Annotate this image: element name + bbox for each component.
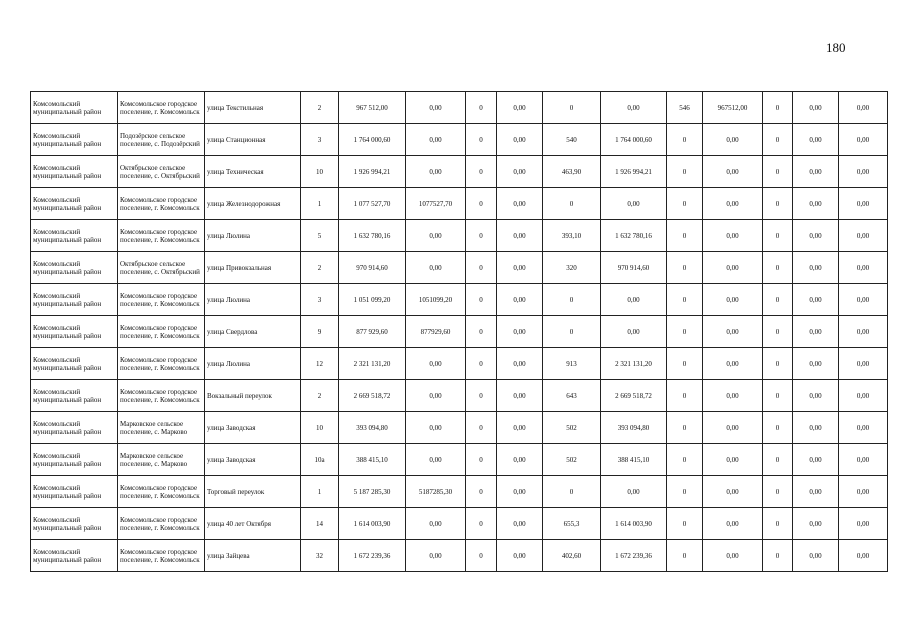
cell-district: Комсомольский муниципальный район bbox=[31, 444, 118, 476]
cell-district: Комсомольский муниципальный район bbox=[31, 540, 118, 572]
cell-col-14: 0,00 bbox=[793, 316, 839, 348]
cell-house-number: 3 bbox=[301, 284, 339, 316]
cell-col-15: 0,00 bbox=[839, 348, 888, 380]
cell-col-6: 0,00 bbox=[406, 220, 466, 252]
cell-col-15: 0,00 bbox=[839, 444, 888, 476]
cell-col-7: 0 bbox=[466, 188, 497, 220]
table-row bbox=[31, 316, 888, 348]
cell-street: улица Станционная bbox=[205, 124, 301, 156]
cell-col-11: 0 bbox=[667, 540, 703, 572]
cell-col-11: 0 bbox=[667, 156, 703, 188]
cell-col-11: 0 bbox=[667, 220, 703, 252]
cell-col-13: 0 bbox=[763, 284, 793, 316]
cell-col-8: 0,00 bbox=[497, 412, 543, 444]
cell-col-13: 0 bbox=[763, 252, 793, 284]
cell-district: Комсомольский муниципальный район bbox=[31, 220, 118, 252]
cell-col-8: 0,00 bbox=[497, 220, 543, 252]
cell-col-9: 393,10 bbox=[543, 220, 601, 252]
cell-house-number: 3 bbox=[301, 124, 339, 156]
cell-total-cost: 1 764 000,60 bbox=[339, 124, 406, 156]
cell-settlement: Комсомольское городское поселение, г. Комсомольск bbox=[118, 316, 205, 348]
cell-col-8: 0,00 bbox=[497, 348, 543, 380]
table-row bbox=[31, 156, 888, 188]
cell-col-14: 0,00 bbox=[793, 220, 839, 252]
cell-col-11: 0 bbox=[667, 252, 703, 284]
cell-settlement: Октябрьское сельское поселение, с. Октябрьский bbox=[118, 252, 205, 284]
cell-col-9: 655,3 bbox=[543, 508, 601, 540]
cell-total-cost: 1 632 780,16 bbox=[339, 220, 406, 252]
cell-col-13: 0 bbox=[763, 412, 793, 444]
cell-col-12: 0,00 bbox=[703, 508, 763, 540]
cell-total-cost: 393 094,80 bbox=[339, 412, 406, 444]
table-row bbox=[31, 412, 888, 444]
cell-col-8: 0,00 bbox=[497, 316, 543, 348]
cell-col-10: 2 669 518,72 bbox=[601, 380, 667, 412]
cell-street: улица Железнодорожная bbox=[205, 188, 301, 220]
cell-col-7: 0 bbox=[466, 316, 497, 348]
cell-street: улица Техническая bbox=[205, 156, 301, 188]
cell-house-number: 10 bbox=[301, 156, 339, 188]
cell-district: Комсомольский муниципальный район bbox=[31, 156, 118, 188]
cell-total-cost: 1 672 239,36 bbox=[339, 540, 406, 572]
cell-district: Комсомольский муниципальный район bbox=[31, 380, 118, 412]
registry-table bbox=[30, 91, 888, 572]
cell-total-cost: 970 914,60 bbox=[339, 252, 406, 284]
cell-col-10: 1 672 239,36 bbox=[601, 540, 667, 572]
cell-col-7: 0 bbox=[466, 412, 497, 444]
cell-col-15: 0,00 bbox=[839, 188, 888, 220]
cell-total-cost: 967 512,00 bbox=[339, 92, 406, 124]
cell-settlement: Комсомольское городское поселение, г. Комсомольск bbox=[118, 540, 205, 572]
cell-col-11: 546 bbox=[667, 92, 703, 124]
cell-street: Вокзальный переулок bbox=[205, 380, 301, 412]
cell-settlement: Комсомольское городское поселение, г. Комсомольск bbox=[118, 284, 205, 316]
table-row bbox=[31, 92, 888, 124]
cell-col-6: 0,00 bbox=[406, 92, 466, 124]
cell-col-8: 0,00 bbox=[497, 444, 543, 476]
cell-col-11: 0 bbox=[667, 476, 703, 508]
cell-col-9: 402,60 bbox=[543, 540, 601, 572]
cell-col-15: 0,00 bbox=[839, 412, 888, 444]
cell-col-10: 2 321 131,20 bbox=[601, 348, 667, 380]
cell-col-7: 0 bbox=[466, 124, 497, 156]
cell-col-13: 0 bbox=[763, 380, 793, 412]
cell-total-cost: 877 929,60 bbox=[339, 316, 406, 348]
cell-district: Комсомольский муниципальный район bbox=[31, 412, 118, 444]
cell-col-9: 502 bbox=[543, 444, 601, 476]
cell-settlement: Комсомольское городское поселение, г. Комсомольск bbox=[118, 348, 205, 380]
cell-col-12: 0,00 bbox=[703, 412, 763, 444]
cell-col-9: 643 bbox=[543, 380, 601, 412]
cell-col-9: 320 bbox=[543, 252, 601, 284]
table-row bbox=[31, 220, 888, 252]
cell-col-7: 0 bbox=[466, 444, 497, 476]
cell-district: Комсомольский муниципальный район bbox=[31, 124, 118, 156]
table-row bbox=[31, 252, 888, 284]
cell-col-14: 0,00 bbox=[793, 412, 839, 444]
cell-settlement: Комсомольское городское поселение, г. Комсомольск bbox=[118, 476, 205, 508]
cell-col-13: 0 bbox=[763, 444, 793, 476]
cell-col-7: 0 bbox=[466, 380, 497, 412]
cell-col-8: 0,00 bbox=[497, 156, 543, 188]
cell-col-9: 0 bbox=[543, 316, 601, 348]
cell-col-11: 0 bbox=[667, 508, 703, 540]
cell-col-15: 0,00 bbox=[839, 252, 888, 284]
cell-col-14: 0,00 bbox=[793, 92, 839, 124]
cell-col-11: 0 bbox=[667, 380, 703, 412]
cell-total-cost: 5 187 285,30 bbox=[339, 476, 406, 508]
cell-col-7: 0 bbox=[466, 220, 497, 252]
cell-col-7: 0 bbox=[466, 476, 497, 508]
cell-col-10: 0,00 bbox=[601, 92, 667, 124]
cell-district: Комсомольский муниципальный район bbox=[31, 188, 118, 220]
cell-house-number: 10а bbox=[301, 444, 339, 476]
cell-col-9: 913 bbox=[543, 348, 601, 380]
cell-col-13: 0 bbox=[763, 188, 793, 220]
cell-house-number: 10 bbox=[301, 412, 339, 444]
cell-col-14: 0,00 bbox=[793, 380, 839, 412]
cell-col-13: 0 bbox=[763, 348, 793, 380]
cell-col-8: 0,00 bbox=[497, 252, 543, 284]
cell-settlement: Комсомольское городское поселение, г. Комсомольск bbox=[118, 380, 205, 412]
cell-street: улица Текстильная bbox=[205, 92, 301, 124]
cell-col-7: 0 bbox=[466, 92, 497, 124]
cell-col-8: 0,00 bbox=[497, 476, 543, 508]
cell-total-cost: 388 415,10 bbox=[339, 444, 406, 476]
cell-col-12: 0,00 bbox=[703, 476, 763, 508]
cell-col-9: 0 bbox=[543, 284, 601, 316]
cell-street: улица Люлина bbox=[205, 284, 301, 316]
cell-col-14: 0,00 bbox=[793, 444, 839, 476]
cell-col-9: 0 bbox=[543, 476, 601, 508]
table-row bbox=[31, 284, 888, 316]
cell-col-7: 0 bbox=[466, 156, 497, 188]
cell-col-14: 0,00 bbox=[793, 540, 839, 572]
cell-col-6: 0,00 bbox=[406, 380, 466, 412]
cell-col-14: 0,00 bbox=[793, 156, 839, 188]
cell-total-cost: 1 926 994,21 bbox=[339, 156, 406, 188]
cell-street: улица Люлина bbox=[205, 348, 301, 380]
cell-col-10: 970 914,60 bbox=[601, 252, 667, 284]
cell-col-6: 0,00 bbox=[406, 124, 466, 156]
cell-col-10: 0,00 bbox=[601, 188, 667, 220]
cell-house-number: 1 bbox=[301, 476, 339, 508]
cell-district: Комсомольский муниципальный район bbox=[31, 252, 118, 284]
cell-col-10: 0,00 bbox=[601, 476, 667, 508]
cell-col-6: 5187285,30 bbox=[406, 476, 466, 508]
cell-col-6: 1051099,20 bbox=[406, 284, 466, 316]
cell-col-12: 0,00 bbox=[703, 124, 763, 156]
cell-col-6: 0,00 bbox=[406, 508, 466, 540]
cell-street: улица Зайцева bbox=[205, 540, 301, 572]
cell-col-6: 877929,60 bbox=[406, 316, 466, 348]
cell-col-15: 0,00 bbox=[839, 92, 888, 124]
cell-col-14: 0,00 bbox=[793, 476, 839, 508]
cell-col-10: 0,00 bbox=[601, 316, 667, 348]
cell-col-13: 0 bbox=[763, 316, 793, 348]
cell-total-cost: 1 077 527,70 bbox=[339, 188, 406, 220]
cell-house-number: 32 bbox=[301, 540, 339, 572]
cell-col-15: 0,00 bbox=[839, 220, 888, 252]
cell-col-8: 0,00 bbox=[497, 188, 543, 220]
cell-col-12: 0,00 bbox=[703, 284, 763, 316]
cell-col-6: 0,00 bbox=[406, 540, 466, 572]
cell-district: Комсомольский муниципальный район bbox=[31, 508, 118, 540]
cell-settlement: Комсомольское городское поселение, г. Комсомольск bbox=[118, 188, 205, 220]
table-body bbox=[31, 92, 888, 572]
table-row bbox=[31, 444, 888, 476]
cell-col-11: 0 bbox=[667, 316, 703, 348]
cell-street: улица Свердлова bbox=[205, 316, 301, 348]
cell-col-10: 388 415,10 bbox=[601, 444, 667, 476]
cell-col-6: 0,00 bbox=[406, 348, 466, 380]
cell-col-12: 967512,00 bbox=[703, 92, 763, 124]
cell-col-13: 0 bbox=[763, 92, 793, 124]
cell-district: Комсомольский муниципальный район bbox=[31, 284, 118, 316]
cell-col-9: 463,90 bbox=[543, 156, 601, 188]
cell-house-number: 5 bbox=[301, 220, 339, 252]
cell-col-15: 0,00 bbox=[839, 380, 888, 412]
cell-col-7: 0 bbox=[466, 540, 497, 572]
cell-col-8: 0,00 bbox=[497, 508, 543, 540]
table-row bbox=[31, 508, 888, 540]
cell-col-13: 0 bbox=[763, 508, 793, 540]
cell-house-number: 9 bbox=[301, 316, 339, 348]
table-row bbox=[31, 188, 888, 220]
cell-col-13: 0 bbox=[763, 156, 793, 188]
page-number: 180 bbox=[826, 40, 846, 55]
cell-district: Комсомольский муниципальный район bbox=[31, 476, 118, 508]
cell-col-8: 0,00 bbox=[497, 380, 543, 412]
cell-district: Комсомольский муниципальный район bbox=[31, 348, 118, 380]
cell-settlement: Комсомольское городское поселение, г. Комсомольск bbox=[118, 220, 205, 252]
cell-col-7: 0 bbox=[466, 252, 497, 284]
cell-col-12: 0,00 bbox=[703, 348, 763, 380]
cell-col-12: 0,00 bbox=[703, 380, 763, 412]
cell-house-number: 2 bbox=[301, 92, 339, 124]
cell-col-8: 0,00 bbox=[497, 284, 543, 316]
cell-col-15: 0,00 bbox=[839, 316, 888, 348]
cell-col-12: 0,00 bbox=[703, 220, 763, 252]
cell-col-13: 0 bbox=[763, 540, 793, 572]
cell-col-9: 502 bbox=[543, 412, 601, 444]
cell-house-number: 1 bbox=[301, 188, 339, 220]
cell-settlement: Комсомольское городское поселение, г. Комсомольск bbox=[118, 508, 205, 540]
cell-settlement: Марковское сельское поселение, с. Марково bbox=[118, 412, 205, 444]
cell-col-10: 1 764 000,60 bbox=[601, 124, 667, 156]
cell-settlement: Подозёрское сельское поселение, с. Подозёрский bbox=[118, 124, 205, 156]
cell-col-11: 0 bbox=[667, 188, 703, 220]
cell-col-14: 0,00 bbox=[793, 508, 839, 540]
cell-settlement: Октябрьское сельское поселение, с. Октябрьский bbox=[118, 156, 205, 188]
cell-col-13: 0 bbox=[763, 220, 793, 252]
cell-total-cost: 1 051 099,20 bbox=[339, 284, 406, 316]
cell-col-9: 0 bbox=[543, 92, 601, 124]
cell-col-10: 1 926 994,21 bbox=[601, 156, 667, 188]
cell-col-10: 0,00 bbox=[601, 284, 667, 316]
table-row bbox=[31, 124, 888, 156]
cell-col-14: 0,00 bbox=[793, 124, 839, 156]
cell-col-6: 0,00 bbox=[406, 412, 466, 444]
cell-col-10: 393 094,80 bbox=[601, 412, 667, 444]
cell-street: улица Люлина bbox=[205, 220, 301, 252]
cell-col-6: 1077527,70 bbox=[406, 188, 466, 220]
cell-col-8: 0,00 bbox=[497, 124, 543, 156]
cell-col-15: 0,00 bbox=[839, 540, 888, 572]
cell-col-11: 0 bbox=[667, 124, 703, 156]
cell-street: Торговый переулок bbox=[205, 476, 301, 508]
cell-col-15: 0,00 bbox=[839, 124, 888, 156]
cell-col-15: 0,00 bbox=[839, 156, 888, 188]
cell-col-9: 0 bbox=[543, 188, 601, 220]
cell-col-12: 0,00 bbox=[703, 156, 763, 188]
cell-col-11: 0 bbox=[667, 444, 703, 476]
cell-col-15: 0,00 bbox=[839, 284, 888, 316]
cell-col-7: 0 bbox=[466, 284, 497, 316]
cell-house-number: 2 bbox=[301, 380, 339, 412]
table-row bbox=[31, 348, 888, 380]
cell-col-11: 0 bbox=[667, 348, 703, 380]
cell-col-15: 0,00 bbox=[839, 508, 888, 540]
cell-col-12: 0,00 bbox=[703, 188, 763, 220]
cell-col-12: 0,00 bbox=[703, 444, 763, 476]
cell-col-6: 0,00 bbox=[406, 252, 466, 284]
cell-col-6: 0,00 bbox=[406, 156, 466, 188]
cell-col-13: 0 bbox=[763, 124, 793, 156]
cell-col-10: 1 632 780,16 bbox=[601, 220, 667, 252]
cell-total-cost: 2 321 131,20 bbox=[339, 348, 406, 380]
cell-street: улица Заводская bbox=[205, 412, 301, 444]
cell-district: Комсомольский муниципальный район bbox=[31, 92, 118, 124]
cell-col-10: 1 614 003,90 bbox=[601, 508, 667, 540]
cell-col-6: 0,00 bbox=[406, 444, 466, 476]
cell-district: Комсомольский муниципальный район bbox=[31, 316, 118, 348]
cell-street: улица Заводская bbox=[205, 444, 301, 476]
cell-col-7: 0 bbox=[466, 508, 497, 540]
cell-col-11: 0 bbox=[667, 284, 703, 316]
cell-settlement: Марковское сельское поселение, с. Марково bbox=[118, 444, 205, 476]
cell-col-8: 0,00 bbox=[497, 540, 543, 572]
cell-col-14: 0,00 bbox=[793, 348, 839, 380]
cell-street: улица 40 лет Октября bbox=[205, 508, 301, 540]
cell-house-number: 2 bbox=[301, 252, 339, 284]
cell-col-14: 0,00 bbox=[793, 252, 839, 284]
table-row bbox=[31, 540, 888, 572]
cell-total-cost: 1 614 003,90 bbox=[339, 508, 406, 540]
cell-col-8: 0,00 bbox=[497, 92, 543, 124]
cell-settlement: Комсомольское городское поселение, г. Комсомольск bbox=[118, 92, 205, 124]
cell-col-15: 0,00 bbox=[839, 476, 888, 508]
cell-col-11: 0 bbox=[667, 412, 703, 444]
table-row bbox=[31, 476, 888, 508]
cell-col-13: 0 bbox=[763, 476, 793, 508]
cell-col-12: 0,00 bbox=[703, 316, 763, 348]
cell-col-7: 0 bbox=[466, 348, 497, 380]
cell-col-14: 0,00 bbox=[793, 284, 839, 316]
cell-street: улица Привокзальная bbox=[205, 252, 301, 284]
cell-col-12: 0,00 bbox=[703, 540, 763, 572]
cell-house-number: 12 bbox=[301, 348, 339, 380]
cell-house-number: 14 bbox=[301, 508, 339, 540]
cell-col-12: 0,00 bbox=[703, 252, 763, 284]
cell-total-cost: 2 669 518,72 bbox=[339, 380, 406, 412]
cell-col-14: 0,00 bbox=[793, 188, 839, 220]
cell-col-9: 540 bbox=[543, 124, 601, 156]
table-row bbox=[31, 380, 888, 412]
